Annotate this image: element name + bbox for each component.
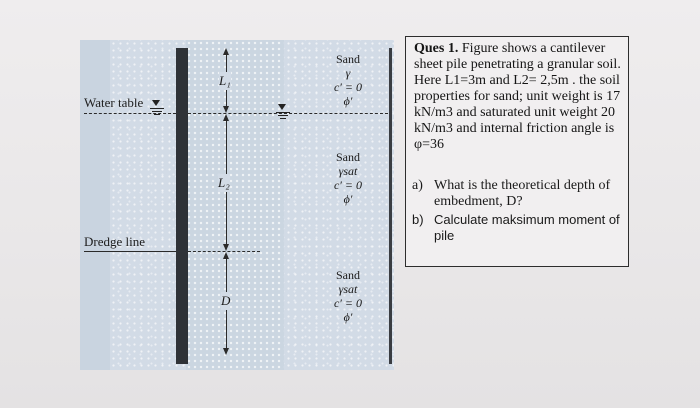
d-arrow-bottom <box>223 348 229 355</box>
soil-bot-phi: ϕ′ <box>343 310 353 324</box>
d-label: D <box>221 293 231 308</box>
question-text <box>414 41 624 153</box>
soil-mid-name: Sand <box>336 150 360 164</box>
question-heading: Ques 1. <box>414 41 459 56</box>
soil-props-bottom <box>324 268 372 324</box>
soil-props-mid <box>324 150 372 206</box>
question-box <box>405 36 629 267</box>
water-table-line-left <box>84 113 176 114</box>
l2-label: L₂ <box>218 175 230 190</box>
soil-bot-gamma: γsat <box>338 282 358 296</box>
part-b-text: Calculate maksimum moment of pile <box>434 212 620 243</box>
water-table-line-right <box>188 113 388 114</box>
l1-label: L₁ <box>219 73 231 88</box>
part-a-letter: a) <box>412 178 423 193</box>
part-b-letter: b) <box>412 212 424 227</box>
question-part-b <box>412 212 624 244</box>
soil-props-top <box>324 52 372 108</box>
l1-arrow-bottom <box>223 106 229 113</box>
soil-top-gamma: γ <box>345 66 351 80</box>
soil-top-phi: ϕ′ <box>343 94 353 108</box>
soil-bot-name: Sand <box>336 268 360 282</box>
sheet-pile <box>176 48 188 364</box>
question-part-a <box>412 178 624 210</box>
water-table-label: Water table <box>84 95 144 110</box>
l2-arrow-bottom <box>223 244 229 251</box>
part-a-text: What is the theoretical depth of embedment, D? <box>434 178 611 209</box>
soil-top-cohesion: c′ = 0 <box>333 80 363 94</box>
question-body: Figure shows a cantilever sheet pile penetrating a granular soil. Here L1=3m and L2= 2,5m . the soil properties for sand; unit weight is 17 kN/m3 and saturated unit weight 20 kN/m3 and internal friction angle is φ=36 <box>414 41 621 152</box>
soil-mid-phi: ϕ′ <box>343 192 353 206</box>
soil-bot-cohesion: c′ = 0 <box>333 296 363 310</box>
soil-mid-cohesion: c′ = 0 <box>333 178 363 192</box>
water-table-symbol-right <box>276 104 290 119</box>
figure-right-edge <box>389 48 392 364</box>
sand-texture-band <box>186 40 284 370</box>
soil-top-name: Sand <box>336 52 360 66</box>
dredge-line-left <box>84 251 176 252</box>
soil-mid-gamma: γsat <box>338 164 358 178</box>
dredge-line-label: Dredge line <box>84 234 146 249</box>
